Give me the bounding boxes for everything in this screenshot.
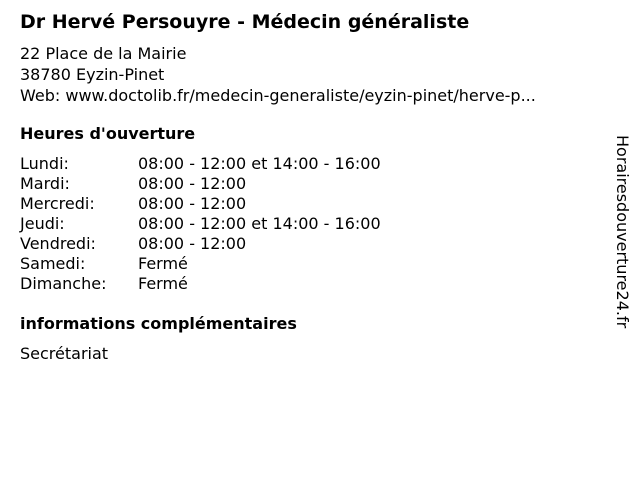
time-value: 08:00 - 12:00 et 14:00 - 16:00 (138, 214, 381, 233)
hours-row-tuesday (20, 174, 381, 194)
page-title: Dr Hervé Persouyre - Médecin généraliste (20, 11, 470, 33)
hours-row-wednesday (20, 194, 381, 214)
time-value: 08:00 - 12:00 (138, 174, 247, 193)
info-heading: informations complémentaires (20, 314, 297, 333)
day-label: Vendredi: (20, 234, 96, 253)
website-link[interactable]: Web: www.doctolib.fr/medecin-generaliste/eyzin-pinet/herve-p... (20, 86, 536, 105)
hours-row-monday (20, 154, 381, 174)
time-value: 08:00 - 12:00 (138, 234, 247, 253)
time-value: Fermé (138, 274, 188, 293)
day-label: Samedi: (20, 254, 86, 273)
day-label: Lundi: (20, 154, 69, 173)
day-label: Jeudi: (20, 214, 65, 233)
hours-heading: Heures d'ouverture (20, 124, 196, 143)
time-value: 08:00 - 12:00 et 14:00 - 16:00 (138, 154, 381, 173)
hours-row-sunday (20, 274, 381, 294)
time-value: 08:00 - 12:00 (138, 194, 247, 213)
day-label: Mercredi: (20, 194, 95, 213)
info-text: Secrétariat (20, 344, 109, 363)
hours-row-friday (20, 234, 381, 254)
address-city: 38780 Eyzin-Pinet (20, 65, 165, 84)
day-label: Mardi: (20, 174, 70, 193)
opening-hours-list (20, 154, 381, 294)
time-value: Fermé (138, 254, 188, 273)
day-label: Dimanche: (20, 274, 107, 293)
address-block (20, 43, 536, 106)
hours-row-saturday (20, 254, 381, 274)
watermark-text: Horairesdouverture24.fr (613, 135, 632, 329)
hours-row-thursday (20, 214, 381, 234)
address-street: 22 Place de la Mairie (20, 44, 187, 63)
